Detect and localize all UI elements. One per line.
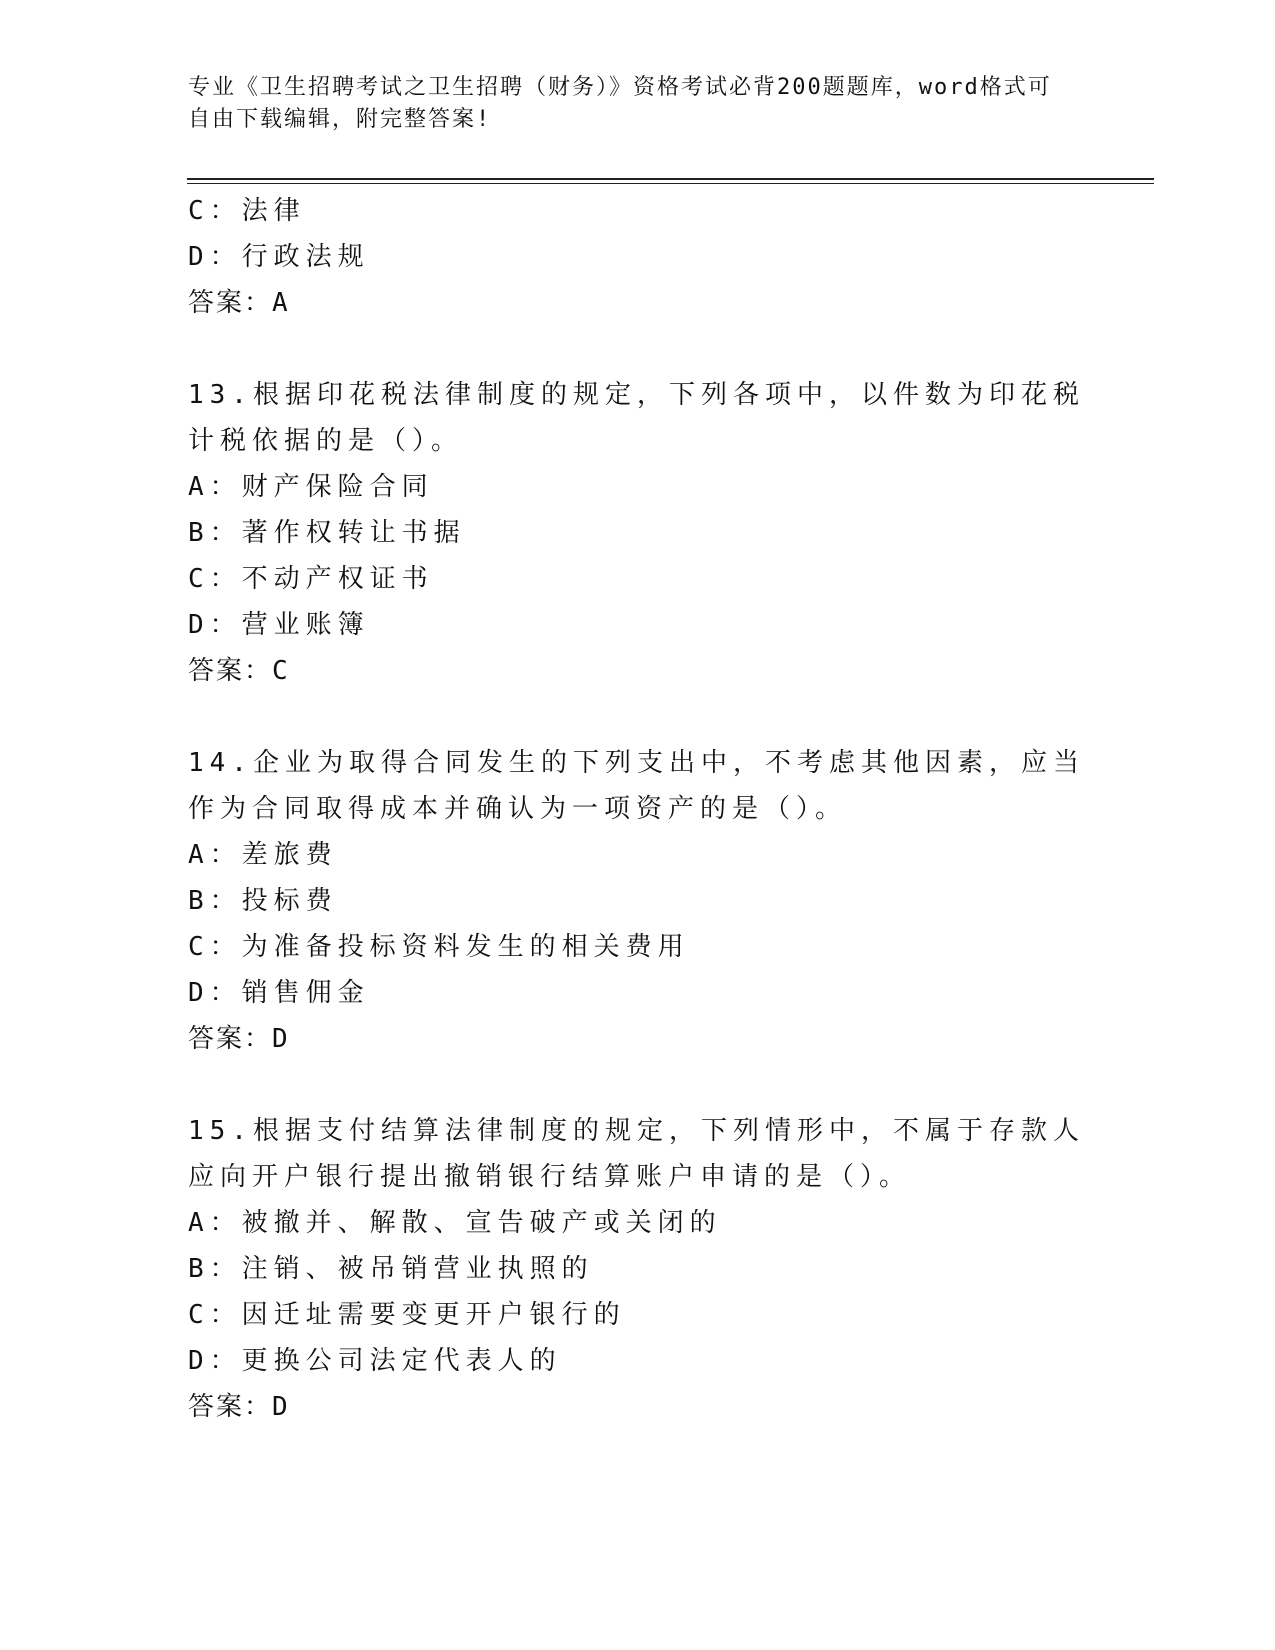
option-label: A：: [188, 840, 242, 870]
option-label: B：: [188, 886, 242, 916]
option-text: 更换公司法定代表人的: [241, 1346, 562, 1376]
option-label: B：: [188, 1254, 242, 1284]
question-13: [188, 372, 1088, 694]
document-header: 专业《卫生招聘考试之卫生招聘（财务）》资格考试必背200题题库，word格式可自由下载编辑，附完整答案!: [188, 75, 1052, 132]
option-text: 因迁址需要变更开户银行的: [241, 1300, 626, 1330]
option-label: D：: [188, 242, 242, 272]
option-label: D：: [188, 610, 242, 640]
answer-value: D: [272, 1392, 290, 1422]
option-c: [188, 188, 1088, 234]
option-d: [188, 1338, 1088, 1384]
option-label: D：: [188, 1346, 242, 1376]
option-label: C：: [188, 196, 242, 226]
header-rule-thin: [187, 183, 1154, 184]
answer-value: C: [272, 656, 290, 686]
option-a: [188, 1200, 1088, 1246]
option-text: 财产保险合同: [241, 472, 434, 502]
previous-question-tail: [188, 188, 1088, 326]
option-text: 销售佣金: [241, 978, 370, 1008]
option-b: [188, 510, 1088, 556]
answer-label: 答案：: [188, 1024, 273, 1054]
option-b: [188, 1246, 1088, 1292]
option-text: 差旅费: [241, 840, 338, 870]
answer-value: A: [272, 288, 290, 318]
option-text: 被撤并、解散、宣告破产或关闭的: [241, 1208, 722, 1238]
option-label: A：: [188, 1208, 242, 1238]
question-stem: 13.根据印花税法律制度的规定，下列各项中，以件数为印花税计税依据的是（）。: [188, 380, 1085, 456]
question-14: [188, 740, 1088, 1062]
option-text: 投标费: [241, 886, 338, 916]
document-body: [188, 188, 1088, 1430]
option-text: 为准备投标资料发生的相关费用: [241, 932, 690, 962]
option-label: C：: [188, 932, 242, 962]
option-label: A：: [188, 472, 242, 502]
option-text: 营业账簿: [241, 610, 370, 640]
answer-value: D: [272, 1024, 290, 1054]
option-text: 著作权转让书据: [241, 518, 466, 548]
option-text: 行政法规: [241, 242, 370, 272]
answer-line: [188, 648, 1088, 694]
option-a: [188, 464, 1088, 510]
option-a: [188, 832, 1088, 878]
answer-line: [188, 280, 1088, 326]
answer-line: [188, 1384, 1088, 1430]
question-stem: 15.根据支付结算法律制度的规定，下列情形中，不属于存款人应向开户银行提出撤销银行结算账户申请的是（）。: [188, 1116, 1085, 1192]
answer-line: [188, 1016, 1088, 1062]
option-text: 注销、被吊销营业执照的: [241, 1254, 594, 1284]
option-d: [188, 970, 1088, 1016]
option-d: [188, 234, 1088, 280]
option-c: [188, 1292, 1088, 1338]
option-label: C：: [188, 1300, 242, 1330]
option-d: [188, 602, 1088, 648]
option-text: 不动产权证书: [241, 564, 434, 594]
header-rule-thick: [187, 178, 1154, 180]
option-c: [188, 556, 1088, 602]
option-label: C：: [188, 564, 242, 594]
option-c: [188, 924, 1088, 970]
answer-label: 答案：: [188, 1392, 273, 1422]
answer-label: 答案：: [188, 656, 273, 686]
question-stem: 14.企业为取得合同发生的下列支出中，不考虑其他因素，应当作为合同取得成本并确认为一项资产的是（）。: [188, 748, 1085, 824]
answer-label: 答案：: [188, 288, 273, 318]
option-b: [188, 878, 1088, 924]
question-15: [188, 1108, 1088, 1430]
option-label: B：: [188, 518, 242, 548]
option-text: 法律: [241, 196, 306, 226]
option-label: D：: [188, 978, 242, 1008]
